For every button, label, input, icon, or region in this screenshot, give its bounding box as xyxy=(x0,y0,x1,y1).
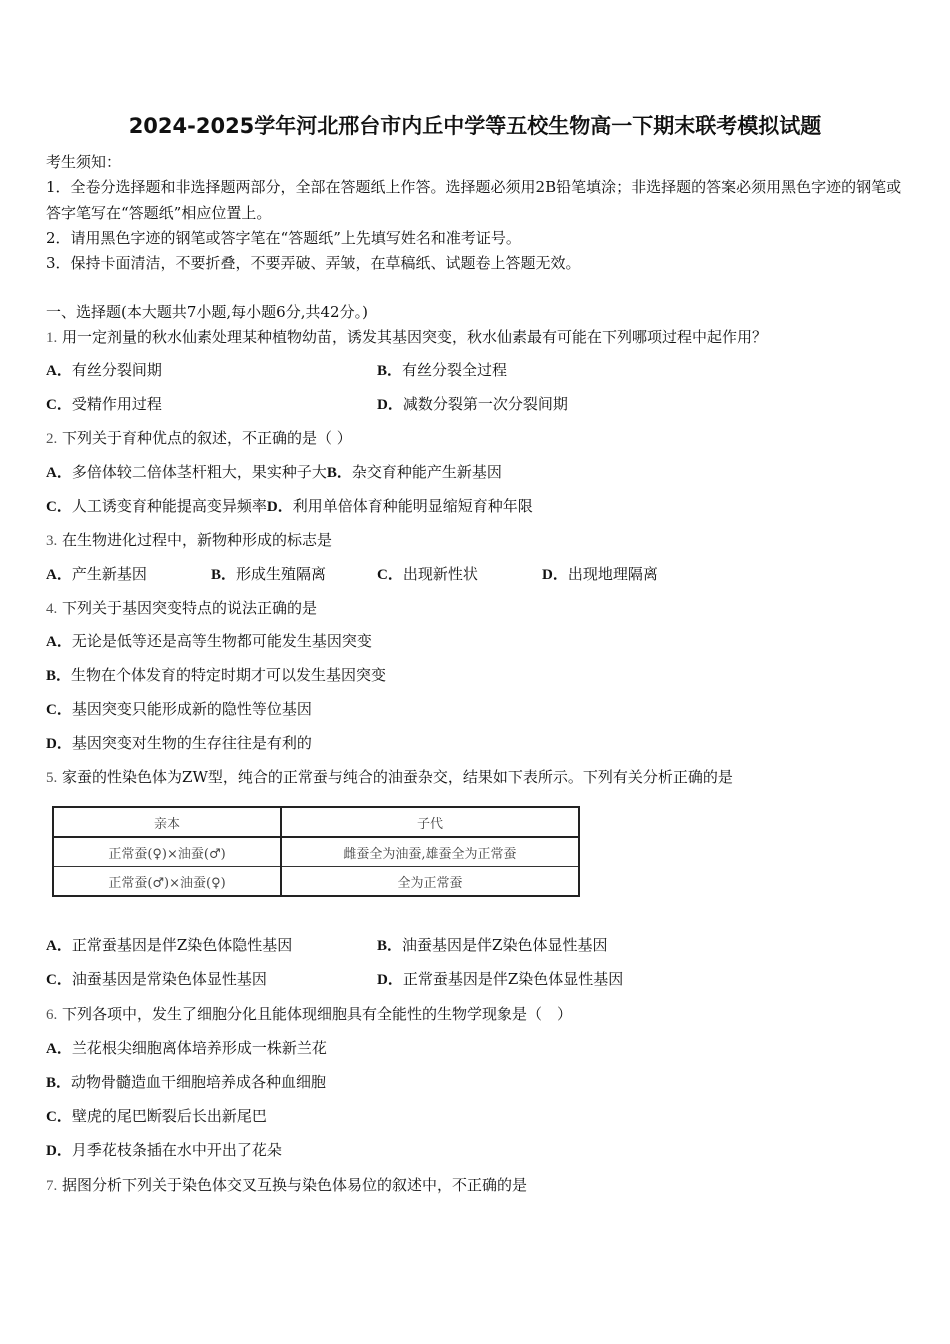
cross-result-table xyxy=(52,806,580,897)
table-cell: 雌蚕全为油蚕,雄蚕全为正常蚕 xyxy=(281,837,579,867)
question-1 xyxy=(46,327,767,348)
option-d[interactable]: D．正常蚕基因是伴Z染色体显性基因 xyxy=(377,970,624,988)
page-title: 2024-2025学年河北邢台市内丘中学等五校生物高一下期末联考模拟试题 xyxy=(128,114,822,138)
question-number: 1. xyxy=(46,330,58,346)
question-5 xyxy=(46,767,733,788)
option-cd-line xyxy=(46,496,533,517)
option-d[interactable]: D．利用单倍体育种能明显缩短育种年限 xyxy=(266,497,533,515)
option-b[interactable]: B．有丝分裂全过程 xyxy=(377,361,508,379)
question-number: 3. xyxy=(46,533,58,549)
option-a[interactable]: A．兰花根尖细胞离体培养形成一株新兰花 xyxy=(46,1039,327,1057)
question-stem: 用一定剂量的秋水仙素处理某种植物幼苗，诱发其基因突变，秋水仙素最有可能在下列哪项过程中起作用？ xyxy=(62,328,768,346)
option-a[interactable]: A．多倍体较二倍体茎杆粗大，果实种子大 xyxy=(46,463,327,481)
option-b[interactable]: B．生物在个体发育的特定时期才可以发生基因突变 xyxy=(46,666,387,684)
option-a[interactable]: A．正常蚕基因是伴Z染色体隐性基因 xyxy=(46,936,293,954)
question-stem: 据图分析下列关于染色体交叉互换与染色体易位的叙述中，不正确的是 xyxy=(62,1176,528,1194)
table-cell: 正常蚕(♂)×油蚕(♀) xyxy=(53,867,281,897)
option-b[interactable]: B．油蚕基因是伴Z染色体显性基因 xyxy=(377,936,608,954)
option-c[interactable]: C．壁虎的尾巴断裂后长出新尾巴 xyxy=(46,1107,267,1125)
table-row xyxy=(53,867,579,897)
notice-item-3: 3．保持卡面清洁，不要折叠，不要弄破、弄皱，在草稿纸、试题卷上答题无效。 xyxy=(46,254,581,272)
option-a[interactable]: A．产生新基因 xyxy=(46,565,147,583)
question-number: 2. xyxy=(46,431,58,447)
question-stem: 在生物进化过程中，新物种形成的标志是 xyxy=(62,531,333,549)
notice-heading: 考生须知： xyxy=(46,153,122,171)
question-number: 7. xyxy=(46,1178,58,1194)
notice-item-2: 2．请用黑色字迹的钢笔或答字笔在“答题纸”上先填写姓名和准考证号。 xyxy=(46,229,521,247)
notice-item-1: 1．全卷分选择题和非选择题两部分，全部在答题纸上作答。选择题必须用2B铅笔填涂；非选择题的答案必须用黑色字迹的钢笔或答字笔写在“答题纸”相应位置上。 xyxy=(46,178,902,222)
option-c[interactable]: C．出现新性状 xyxy=(377,565,478,583)
table-cell: 全为正常蚕 xyxy=(281,867,579,897)
question-number: 6. xyxy=(46,1007,58,1023)
option-a[interactable]: A．有丝分裂间期 xyxy=(46,361,162,379)
option-b[interactable]: B．动物骨髓造血干细胞培养成各种血细胞 xyxy=(46,1073,327,1091)
section-heading: 一、选择题(本大题共7小题,每小题6分,共42分。) xyxy=(46,303,368,321)
table-row xyxy=(53,837,579,867)
question-number: 5. xyxy=(46,770,58,786)
table-header-row xyxy=(53,807,579,837)
option-b[interactable]: B．杂交育种能产生新基因 xyxy=(326,463,502,481)
option-b[interactable]: B．形成生殖隔离 xyxy=(211,565,327,583)
option-a[interactable]: A．无论是低等还是高等生物都可能发生基因突变 xyxy=(46,632,372,650)
question-3 xyxy=(46,530,332,551)
question-stem: 下列各项中，发生了细胞分化且能体现细胞具有全能性的生物学现象是（ ） xyxy=(62,1005,573,1023)
question-stem: 下列关于育种优点的叙述，不正确的是（ ） xyxy=(62,429,352,447)
question-4 xyxy=(46,598,317,619)
question-stem: 家蚕的性染色体为ZW型，纯合的正常蚕与纯合的油蚕杂交，结果如下表所示。下列有关分析正确的是 xyxy=(62,768,733,786)
option-c[interactable]: C．受精作用过程 xyxy=(46,395,162,413)
question-6 xyxy=(46,1004,572,1025)
option-ab-line xyxy=(46,462,502,483)
table-cell: 正常蚕(♀)×油蚕(♂) xyxy=(53,837,281,867)
option-c[interactable]: C．人工诱变育种能提高变异频率 xyxy=(46,497,267,515)
option-d[interactable]: D．月季花枝条插在水中开出了花朵 xyxy=(46,1141,282,1159)
option-c[interactable]: C．基因突变只能形成新的隐性等位基因 xyxy=(46,700,312,718)
option-d[interactable]: D．减数分裂第一次分裂间期 xyxy=(377,395,568,413)
question-2 xyxy=(46,428,352,449)
option-d[interactable]: D．基因突变对生物的生存往往是有利的 xyxy=(46,734,312,752)
question-7 xyxy=(46,1175,527,1196)
option-c[interactable]: C．油蚕基因是常染色体显性基因 xyxy=(46,970,267,988)
question-number: 4. xyxy=(46,601,58,617)
option-d[interactable]: D．出现地理隔离 xyxy=(542,565,658,583)
table-header-cell: 亲本 xyxy=(53,807,281,837)
table-header-cell: 子代 xyxy=(281,807,579,837)
question-stem: 下列关于基因突变特点的说法正确的是 xyxy=(62,599,318,617)
